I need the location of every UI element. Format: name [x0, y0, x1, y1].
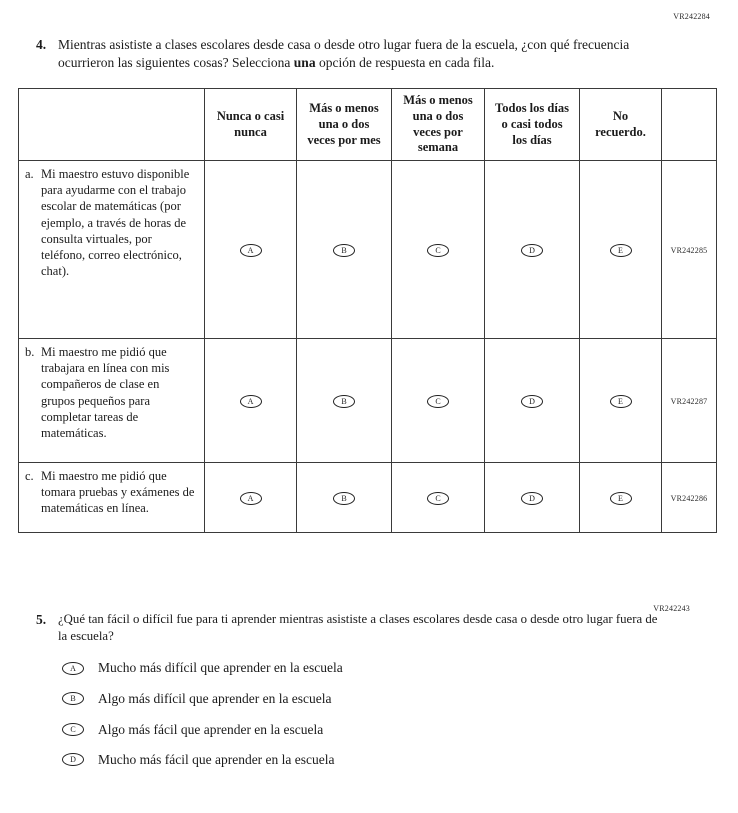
row-c-option-bubble-a[interactable]: A: [240, 492, 262, 505]
header-once-twice-month: Más o menos una o dos veces por mes: [297, 89, 392, 161]
header-every-day: Todos los días o casi todos los días: [485, 89, 580, 161]
q5-option-d-text: Mucho más fácil que aprender en la escuela: [98, 752, 335, 768]
question-5-prompt: [36, 611, 698, 646]
row-a-option-cell-a: [205, 160, 297, 338]
row-b-option-cell-d: [485, 338, 580, 462]
header-never: Nunca o casi nunca: [205, 89, 297, 161]
row-a-label: a.: [25, 166, 34, 181]
row-b-option-bubble-e[interactable]: E: [610, 395, 632, 408]
table-row-c: [19, 462, 717, 532]
row-a-option-cell-b: [297, 160, 392, 338]
question-4-text-bold: una: [293, 55, 316, 71]
row-b-option-cell-b: [297, 338, 392, 462]
row-b-option-cell-e: [580, 338, 662, 462]
form-code-mid: VR242243: [653, 604, 690, 613]
question-4-text-pre: Mientras asististe a clases escolares desde casa o desde otro lugar fuera de la escuela, ¿con qué frecuencia ocurrieron las siguientes cosas? Selecciona: [58, 37, 630, 71]
row-a-option-bubble-a[interactable]: A: [240, 244, 262, 257]
row-a-option-cell-d: [485, 160, 580, 338]
q5-option-b-text: Algo más difícil que aprender en la escuela: [98, 691, 332, 707]
row-c-stem-cell: [19, 462, 205, 532]
row-b-code: VR242287: [670, 397, 708, 407]
row-c-option-bubble-b[interactable]: B: [333, 492, 355, 505]
row-a-option-bubble-d[interactable]: D: [521, 244, 543, 257]
row-c-option-bubble-e[interactable]: E: [610, 492, 632, 505]
question-5-number: 5.: [36, 611, 47, 627]
header-empty-code: [662, 89, 717, 161]
row-c-option-bubble-c[interactable]: C: [427, 492, 449, 505]
row-a-code-cell: [662, 160, 717, 338]
q5-option-c[interactable]: [62, 721, 738, 739]
row-a-stem-cell: [19, 160, 205, 338]
row-b-option-bubble-d[interactable]: D: [521, 395, 543, 408]
form-code-top: VR242284: [673, 12, 710, 21]
q5-option-bubble-b[interactable]: B: [62, 692, 84, 705]
row-c-option-cell-c: [392, 462, 485, 532]
row-c-option-cell-e: [580, 462, 662, 532]
row-a-option-cell-c: [392, 160, 485, 338]
table-row-a: [19, 160, 717, 338]
row-b-option-cell-a: [205, 338, 297, 462]
table-header-row: [19, 89, 717, 161]
row-b-option-bubble-a[interactable]: A: [240, 395, 262, 408]
q5-option-bubble-a[interactable]: A: [62, 662, 84, 675]
row-b-stem-cell: [19, 338, 205, 462]
row-c-option-bubble-d[interactable]: D: [521, 492, 543, 505]
q5-option-a[interactable]: [62, 659, 738, 677]
row-a-option-bubble-e[interactable]: E: [610, 244, 632, 257]
row-a-option-cell-e: [580, 160, 662, 338]
row-a-code: VR242285: [670, 246, 708, 256]
row-a-text: Mi maestro estuvo disponible para ayudarme con el trabajo escolar de matemáticas (por ejemplo, a través de horas de consulta virtuales, por teléfono, correo electrónico, chat).: [41, 166, 190, 279]
header-empty-stem: [19, 89, 205, 161]
question-4-number: 4.: [36, 37, 47, 52]
row-a-option-bubble-c[interactable]: C: [427, 244, 449, 257]
row-c-text: Mi maestro me pidió que tomara pruebas y exámenes de matemáticas en línea.: [41, 468, 195, 516]
header-no-recall: No recuerdo.: [580, 89, 662, 161]
question-5-options: [62, 659, 738, 768]
row-c-label: c.: [25, 468, 34, 483]
row-c-option-cell-b: [297, 462, 392, 532]
question-5: [0, 533, 738, 646]
table-row-b: [19, 338, 717, 462]
row-b-option-cell-c: [392, 338, 485, 462]
question-4: [0, 0, 738, 72]
q5-option-d[interactable]: [62, 751, 738, 769]
question-5-text: ¿Qué tan fácil o difícil fue para ti aprender mientras asististe a clases escolares desde casa o desde otro lugar fuera de la escuela?: [58, 611, 658, 644]
q5-option-bubble-d[interactable]: D: [62, 753, 84, 766]
row-b-code-cell: [662, 338, 717, 462]
question-4-text: [58, 36, 658, 72]
q5-option-a-text: Mucho más difícil que aprender en la escuela: [98, 660, 343, 676]
row-b-option-bubble-c[interactable]: C: [427, 395, 449, 408]
header-once-twice-week: Más o menos una o dos veces por semana: [392, 89, 485, 161]
row-c-option-cell-d: [485, 462, 580, 532]
row-c-code-cell: [662, 462, 717, 532]
row-c-code: VR242286: [670, 494, 708, 504]
question-4-text-post: opción de respuesta en cada fila.: [315, 55, 495, 71]
q5-option-b[interactable]: [62, 690, 738, 708]
frequency-table: [18, 88, 717, 533]
question-4-prompt: [36, 36, 708, 72]
row-c-option-cell-a: [205, 462, 297, 532]
row-b-text: Mi maestro me pidió que trabajara en línea con mis compañeros de clase en grupos pequeños para completar tareas de matemáticas.: [41, 344, 170, 441]
row-a-option-bubble-b[interactable]: B: [333, 244, 355, 257]
q5-option-bubble-c[interactable]: C: [62, 723, 84, 736]
row-b-label: b.: [25, 344, 35, 359]
row-b-option-bubble-b[interactable]: B: [333, 395, 355, 408]
q5-option-c-text: Algo más fácil que aprender en la escuela: [98, 721, 324, 737]
